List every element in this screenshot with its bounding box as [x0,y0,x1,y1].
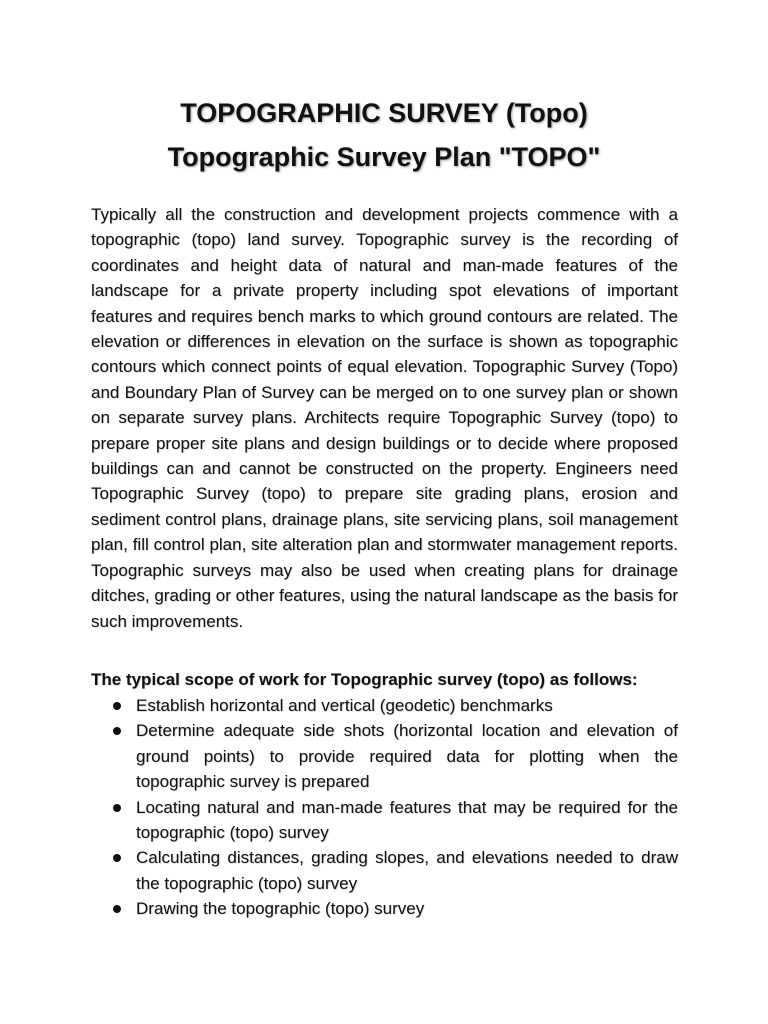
list-item [91,896,678,921]
list-item-text: Establish horizontal and vertical (geodetic) benchmarks [136,696,553,715]
list-item [91,795,678,846]
list-item [91,845,678,896]
page-subtitle: Topographic Survey Plan "TOPO" [167,142,601,172]
page-title: TOPOGRAPHIC SURVEY (Topo) [180,98,588,128]
list-item [91,693,678,718]
list-item-text: Calculating distances, grading slopes, and elevations needed to draw the topographic (topo) survey [136,848,678,893]
bullet-icon [113,727,121,735]
bullet-icon [113,854,121,862]
bullet-icon [113,702,121,710]
list-item-text: Locating natural and man-made features that may be required for the topographic (topo) survey [136,797,678,843]
list-item [91,718,678,794]
scope-list [91,693,678,922]
list-item-text: Drawing the topographic (topo) survey [136,899,425,919]
bullet-icon [113,804,121,812]
scope-heading: The typical scope of work for Topographic survey (topo) as follows: [91,670,638,689]
body-paragraph: Typically all the construction and development projects commence with a topographic (topo) land survey. Topographic survey is the recording of coordinates and height data of natural and man-made features of the landscape for a private property including spot elevations of important features and requires bench marks to which ground contours are related. The elevation or differences in elevation on the surface is shown as topographic contours which connect points of equal elevation. Topographic Survey (Topo) and Boundary Plan of Survey can be merged on to one survey plan or shown on separate survey plans. Architects require Topographic Survey (topo) to prepare proper site plans and design buildings or to decide where proposed buildings can and cannot be constructed on the property. Engineers need Topographic Survey (topo) to prepare site grading plans, erosion and sediment control plans, drainage plans, site servicing plans, soil management plan, fill control plan, site alteration plan and stormwater management reports. Topographic surveys may also be used when creating plans for drainage ditches, grading or other features, using the natural landscape as the basis for such improvements. [91,205,678,631]
bullet-icon [113,905,121,913]
list-item-text: Determine adequate side shots (horizontal location and elevation of ground points) to provide required data for plotting when the topographic survey is prepared [136,721,678,792]
